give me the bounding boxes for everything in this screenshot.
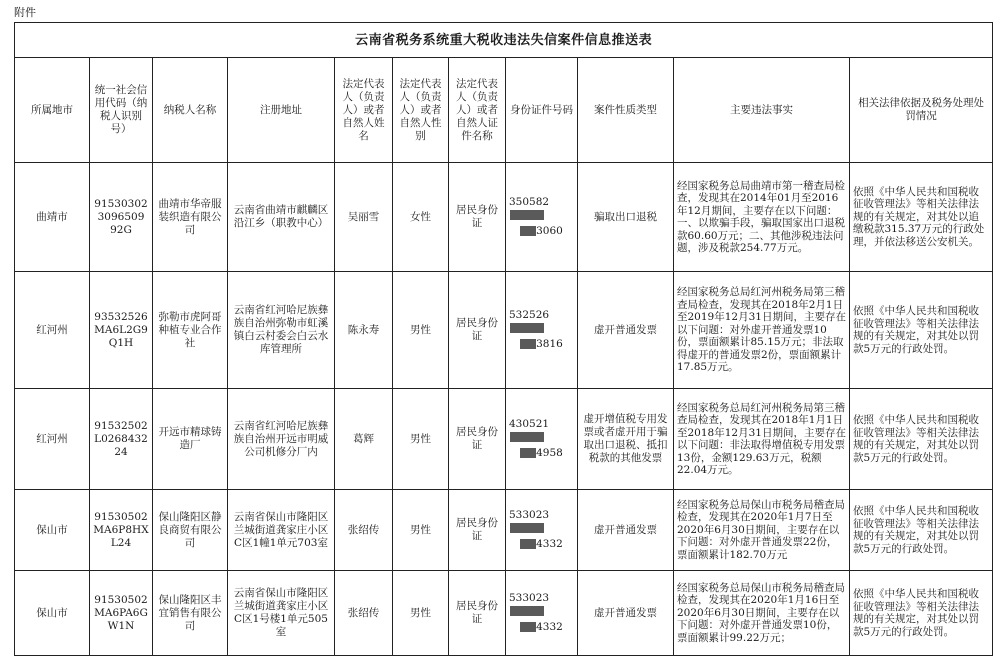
cell-case-type: 虚开普通发票 <box>578 571 674 656</box>
id-prefix: 533023 <box>509 509 550 521</box>
cell-taxpayer-name: 曲靖市华帝服装织造有限公司 <box>153 163 228 272</box>
cell-legal-basis: 依照《中华人民共和国税收征收管理法》等相关法律法规的有关规定，对其处以追缴税款315.37万元的行政处理，并依法移送公安机关。 <box>850 163 993 272</box>
cell-main-facts: 经国家税务总局保山市税务局稽查局检查，发现其在2020年1月7日至2020年6月30日期间，主要存在以下问题：对外虚开普通发票22份，票面额累计182.70万元 <box>674 490 850 571</box>
cell-region: 保山市 <box>15 571 90 656</box>
cell-id-number <box>506 272 578 389</box>
cell-credit-code: 93532526MA6L2G9Q1H <box>90 272 153 389</box>
cell-taxpayer-name: 弥勒市虎阿哥种植专业合作社 <box>153 272 228 389</box>
cell-main-facts: 经国家税务总局红河州税务局第三稽查局检查，发现其在2018年1月1日至2018年12月31日期间，主要存在以下问题：非法取得增值税专用发票13份，金额129.63万元，税额22.04万元。 <box>674 389 850 490</box>
id-prefix: 532526 <box>509 309 550 321</box>
case-info-table <box>14 22 993 656</box>
cell-address: 云南省曲靖市麒麟区沿江乡（职教中心） <box>228 163 335 272</box>
id-suffix: 3816 <box>536 338 563 350</box>
header-legal-basis: 相关法律依据及税务处理处罚情况 <box>850 58 993 163</box>
cell-rep-name: 张绍传 <box>335 571 393 656</box>
cell-credit-code: 91530502MA6PA6GW1N <box>90 571 153 656</box>
cell-legal-basis: 依照《中华人民共和国税收征收管理法》等相关法律法规的有关规定，对其处以罚款5万元的行政处罚。 <box>850 272 993 389</box>
redaction-block <box>510 606 544 616</box>
header-credit-code: 统一社会信用代码（纳税人识别号） <box>90 58 153 163</box>
cell-credit-code: 91532502L026843224 <box>90 389 153 490</box>
redaction-block <box>520 622 536 632</box>
id-suffix: 4958 <box>536 447 563 459</box>
table-row <box>15 571 993 656</box>
cell-legal-basis: 依照《中华人民共和国税收征收管理法》等相关法律法规的有关规定，对其处以罚款5万元的行政处罚。 <box>850 389 993 490</box>
header-region: 所属地市 <box>15 58 90 163</box>
redaction-block <box>510 523 544 533</box>
redaction-block <box>520 226 536 236</box>
redaction-block <box>520 448 536 458</box>
table-row <box>15 272 993 389</box>
id-prefix: 533023 <box>509 592 550 604</box>
cell-case-type: 虚开普通发票 <box>578 490 674 571</box>
cell-region: 保山市 <box>15 490 90 571</box>
cell-taxpayer-name: 保山隆阳区静良商贸有限公司 <box>153 490 228 571</box>
table-title: 云南省税务系统重大税收违法失信案件信息推送表 <box>15 23 993 58</box>
header-taxpayer-name: 纳税人名称 <box>153 58 228 163</box>
header-row <box>15 58 993 163</box>
cell-credit-code: 91530502MA6P8HXL24 <box>90 490 153 571</box>
cell-case-type: 虚开普通发票 <box>578 272 674 389</box>
header-rep-name: 法定代表人（负责人）或者自然人姓名 <box>335 58 393 163</box>
cell-rep-gender: 男性 <box>393 571 449 656</box>
cell-main-facts: 经国家税务总局红河州税务局第三稽查局检查，发现其在2018年2月1日至2019年12月31日期间，主要存在以下问题：对外虚开普通发票10份，票面额累计85.15万元；非法取得虚开的普通发票2份，票面额累计17.85万元。 <box>674 272 850 389</box>
cell-rep-gender: 男性 <box>393 490 449 571</box>
cell-taxpayer-name: 保山隆阳区丰宜销售有限公司 <box>153 571 228 656</box>
header-main-facts: 主要违法事实 <box>674 58 850 163</box>
cell-id-number <box>506 163 578 272</box>
cell-id-number <box>506 389 578 490</box>
cell-id-number <box>506 571 578 656</box>
table-row <box>15 389 993 490</box>
cell-rep-name: 葛辉 <box>335 389 393 490</box>
redaction-block <box>510 323 544 333</box>
cell-region: 曲靖市 <box>15 163 90 272</box>
table-row <box>15 163 993 272</box>
cell-main-facts: 经国家税务总局曲靖市第一稽查局检查，发现其在2014年01月至2016年12月期间，主要存在以下问题：一、以欺骗手段，骗取国家出口退税款60.60万元；二、其他涉税违法问题，涉及税款254.77万元。 <box>674 163 850 272</box>
redaction-block <box>510 210 544 220</box>
cell-region: 红河州 <box>15 389 90 490</box>
cell-rep-name: 张绍传 <box>335 490 393 571</box>
header-rep-gender: 法定代表人（负责人）或者自然人性别 <box>393 58 449 163</box>
id-prefix: 430521 <box>509 418 550 430</box>
header-case-type: 案件性质类型 <box>578 58 674 163</box>
cell-rep-gender: 女性 <box>393 163 449 272</box>
cell-main-facts: 经国家税务总局保山市税务局稽查局检查，发现其在2020年1月16日至2020年6月30日期间，主要存在以下问题：对外虚开普通发票10份，票面额累计99.22万元； <box>674 571 850 656</box>
cell-rep-name: 陈永寿 <box>335 272 393 389</box>
cell-rep-name: 吴丽雪 <box>335 163 393 272</box>
redaction-block <box>520 339 536 349</box>
cell-taxpayer-name: 开远市精球铸造厂 <box>153 389 228 490</box>
id-suffix: 4332 <box>536 621 563 633</box>
cell-rep-id-type: 居民身份证 <box>449 389 506 490</box>
cell-address: 云南省红河哈尼族彝族自治州弥勒市虹溪镇白云村委会白云水库管理所 <box>228 272 335 389</box>
cell-rep-gender: 男性 <box>393 389 449 490</box>
cell-rep-id-type: 居民身份证 <box>449 272 506 389</box>
cell-address: 云南省保山市隆阳区兰城街道龚家庄小区C区1幢1单元703室 <box>228 490 335 571</box>
attachment-label: 附件 <box>14 6 36 19</box>
header-id-number: 身份证件号码 <box>506 58 578 163</box>
header-address: 注册地址 <box>228 58 335 163</box>
id-suffix: 4332 <box>536 538 563 550</box>
cell-case-type: 骗取出口退税 <box>578 163 674 272</box>
cell-id-number <box>506 490 578 571</box>
id-suffix: 3060 <box>536 225 563 237</box>
cell-address: 云南省红河哈尼族彝族自治州开远市明威公司机修分厂内 <box>228 389 335 490</box>
cell-rep-gender: 男性 <box>393 272 449 389</box>
cell-legal-basis: 依照《中华人民共和国税收征收管理法》等相关法律法规的有关规定，对其处以罚款5万元的行政处罚。 <box>850 571 993 656</box>
id-prefix: 350582 <box>509 196 550 208</box>
redaction-block <box>520 539 536 549</box>
cell-rep-id-type: 居民身份证 <box>449 163 506 272</box>
redaction-block <box>510 432 544 442</box>
cell-legal-basis: 依照《中华人民共和国税收征收管理法》等相关法律法规的有关规定，对其处以罚款5万元的行政处罚。 <box>850 490 993 571</box>
cell-case-type: 虚开增值税专用发票或者虚开用于骗取出口退税、抵扣税款的其他发票 <box>578 389 674 490</box>
cell-credit-code: 915303023096509 92G <box>90 163 153 272</box>
cell-rep-id-type: 居民身份证 <box>449 571 506 656</box>
table-row <box>15 490 993 571</box>
cell-region: 红河州 <box>15 272 90 389</box>
cell-rep-id-type: 居民身份证 <box>449 490 506 571</box>
header-rep-id-type: 法定代表人（负责人）或者自然人证件名称 <box>449 58 506 163</box>
cell-address: 云南省保山市隆阳区兰城街道龚家庄小区C区1号楼1单元505室 <box>228 571 335 656</box>
